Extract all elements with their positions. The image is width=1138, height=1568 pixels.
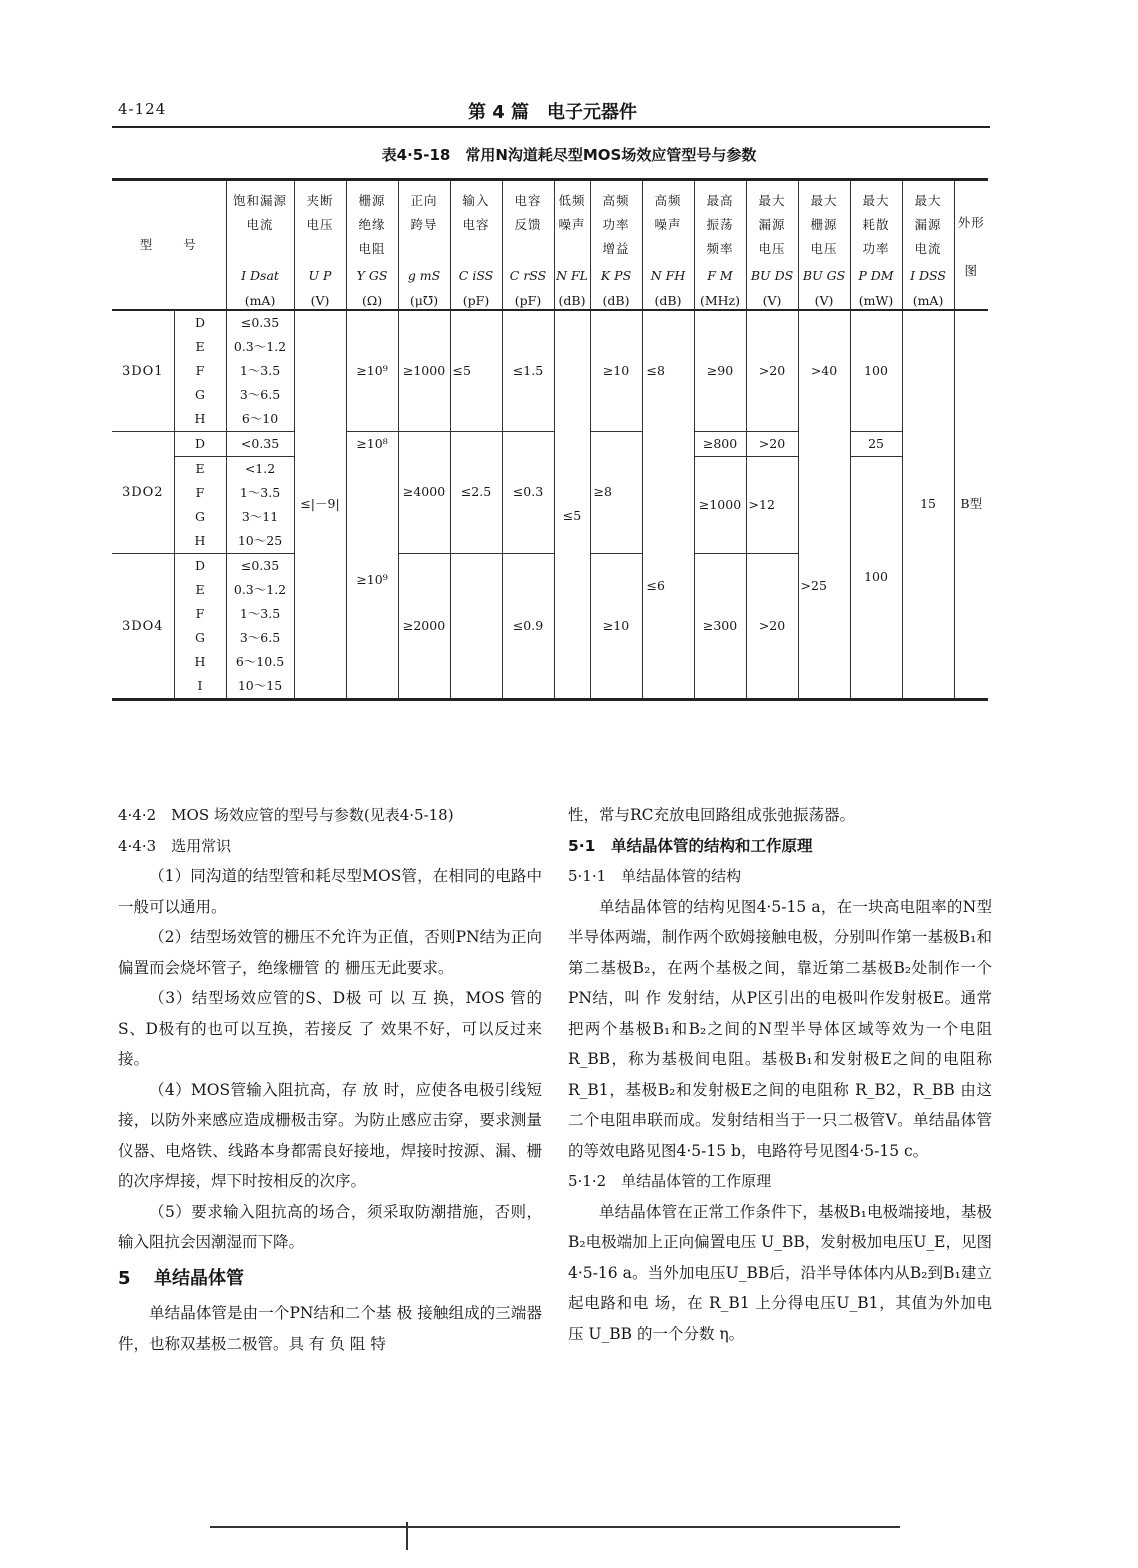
- buds-cell: >20: [746, 554, 798, 700]
- col-header-up: [294, 180, 346, 311]
- col-name: 输入 电容: [462, 193, 490, 232]
- fm-cell: ≥800: [694, 432, 746, 457]
- col-symbol: g mS: [407, 268, 441, 283]
- idsat-cell: ≤0.35: [226, 310, 294, 335]
- col-unit: (V): [762, 292, 782, 308]
- col-unit: (V): [310, 292, 330, 308]
- idsat-cell: 1～3.5: [226, 359, 294, 383]
- fm-cell: ≥300: [694, 554, 746, 700]
- col-header-idss: [902, 180, 954, 311]
- grade-cell: F: [174, 602, 226, 626]
- paragraph: （3）结型场效应管的S、D极 可 以 互 换，MOS 管的S、D极有的也可以互换，若接反 了 效果不好，可以反过来接。: [118, 989, 542, 1068]
- col-symbol: U P: [308, 268, 332, 283]
- col-symbol: Y GS: [356, 268, 388, 283]
- col-header-bugs: [798, 180, 850, 311]
- ygs-cell: ≥10⁹: [346, 554, 398, 700]
- table-caption: 表4·5-18 常用N沟道耗尽型MOS场效应管型号与参数: [381, 146, 757, 164]
- grade-cell: G: [174, 505, 226, 529]
- col-header-nfl: [554, 180, 590, 311]
- col-name: 高频 噪声: [654, 193, 682, 232]
- col-unit: (dB): [654, 292, 682, 308]
- grade-cell: G: [174, 383, 226, 407]
- paragraph: （1）同沟道的结型管和耗尽型MOS管，在相同的电路中一般可以通用。: [118, 867, 542, 916]
- grade-cell: E: [174, 335, 226, 359]
- col-name: 高频 功率 增益: [602, 193, 630, 256]
- col-name: 最大 漏源 电流: [914, 193, 942, 256]
- mos-parameter-table: [112, 178, 988, 701]
- col-header-kps: [590, 180, 642, 311]
- nfl-cell: ≤5: [554, 432, 590, 700]
- kps-cell: ≥10: [590, 554, 642, 700]
- paragraph: 性，常与RC充放电回路组成张弛振荡器。: [568, 806, 856, 824]
- col-name: 正向 跨导: [410, 193, 438, 232]
- section-number: 5: [118, 1267, 131, 1289]
- model-cell: 3DO1: [112, 310, 174, 432]
- grade-cell: F: [174, 359, 226, 383]
- model-cell: 3DO2: [112, 432, 174, 554]
- bugs-cell: >25: [798, 432, 850, 700]
- idsat-cell: 0.3～1.2: [226, 578, 294, 602]
- idsat-cell: <0.35: [226, 432, 294, 457]
- col-symbol: I Dsat: [241, 268, 279, 283]
- idsat-cell: 6～10.5: [226, 650, 294, 674]
- col-name: 夹断 电压: [306, 193, 334, 232]
- crss-cell: ≤0.3: [502, 432, 554, 554]
- col-symbol: P DM: [858, 268, 894, 283]
- buds-cell: >20: [746, 432, 798, 457]
- nfh-cell: ≤8: [642, 310, 694, 432]
- gms-cell: ≥2000: [398, 554, 450, 700]
- col-name: 栅源 绝缘 电阻: [358, 193, 386, 256]
- ygs-cell-empty: [346, 457, 398, 554]
- col-unit: (pF): [462, 292, 490, 308]
- ciss-cell: ≤5: [450, 310, 502, 432]
- col-symbol: C rSS: [509, 268, 547, 283]
- shape-cell: B型: [954, 310, 988, 700]
- crss-cell: ≤0.9: [502, 554, 554, 700]
- col-name: 电容 反馈: [514, 193, 542, 232]
- idsat-cell: 1～3.5: [226, 481, 294, 505]
- idsat-cell: 1～3.5: [226, 602, 294, 626]
- col-symbol: I DSS: [910, 268, 946, 283]
- header-rule: [112, 126, 990, 128]
- col-symbol: BU DS: [750, 268, 794, 283]
- pdm-cell: 25: [850, 432, 902, 457]
- col-unit: (Ω): [361, 292, 383, 308]
- grade-cell: H: [174, 529, 226, 554]
- col-symbol: C iSS: [458, 268, 494, 283]
- col-header-buds: [746, 180, 798, 311]
- col-header-ygs: [346, 180, 398, 311]
- nfh-cell: ≤6: [642, 432, 694, 700]
- idsat-cell: ≤0.35: [226, 554, 294, 579]
- col-header-ciss: [450, 180, 502, 311]
- part-title: 第 4 篇 电子元器件: [468, 102, 638, 123]
- paragraph: 单结晶体管的结构见图4·5-15 a，在一块高电阻率的N型半导体两端，制作两个欧姆接触电极，分别叫作第一基极B₁和第二基极B₂，在两个基极之间，靠近第二基极B₂处制作一个PN结，叫 作 发射结，从P区引出的电极叫作发射极E。通常把两个基极B₁和B₂之间的N型半导体区域等效为一个电阻R_BB，称为基极间电阻。基极B₁和发射极E之间的电阻称R_B1，基极B₂和发射极E之间的电阻称 R_B2，R_BB 由这二个电阻串联而成。发射结相当于一只二极管V。单结晶体管的等效电路见图4·5-15 b，电路符号见图4·5-15 c。: [568, 897, 992, 1160]
- shape-header-text: 外形 图: [957, 215, 985, 278]
- col-header-pdm: [850, 180, 902, 311]
- gms-cell: ≥1000: [398, 310, 450, 432]
- table-row: [112, 432, 988, 457]
- section-heading: 5·1 单结晶体管的结构和工作原理: [568, 836, 813, 855]
- paragraph: （2）结型场效管的栅压不允许为正值，否则PN结为正向偏置而会烧坏管子，绝缘栅管 的 栅压无此要求。: [118, 928, 542, 977]
- subsection-heading: 5·1·2 单结晶体管的工作原理: [568, 1172, 772, 1190]
- col-header-nfh: [642, 180, 694, 311]
- page-number: 4-124: [118, 100, 167, 118]
- pdm-cell: 100: [850, 310, 902, 432]
- pdm-cell: 100: [850, 457, 902, 700]
- idsat-cell: 3～6.5: [226, 383, 294, 407]
- paragraph: （4）MOS管输入阻抗高，存 放 时，应使各电极引线短接，以防外来感应造成栅极击穿。为防止感应击穿，要求测量仪器、电烙铁、线路本身都需良好接地，焊接时按源、漏、栅的次序焊接，焊下时按相反的次序。: [118, 1080, 542, 1190]
- grade-cell: F: [174, 481, 226, 505]
- col-unit: (pF): [514, 292, 542, 308]
- section-heading: [118, 1264, 542, 1295]
- ygs-cell: ≥10⁹: [346, 310, 398, 432]
- col-symbol: N FH: [650, 268, 686, 283]
- grade-cell: G: [174, 626, 226, 650]
- col-header-gms: [398, 180, 450, 311]
- col-name: 最大 漏源 电压: [758, 193, 786, 256]
- buds-cell: >12: [746, 457, 798, 554]
- kps-cell: ≥10: [590, 310, 642, 432]
- grade-cell: E: [174, 457, 226, 482]
- ciss-cell: ≤2.5: [450, 432, 502, 554]
- col-name: 最高 振荡 频率: [706, 193, 734, 256]
- idsat-cell: 10～25: [226, 529, 294, 554]
- paragraph: 单结晶体管在正常工作条件下，基极B₁电极端接地，基极B₂电极端加上正向偏置电压 U_BB，发射极加电压U_E，见图4·5-16 a。当外加电压U_BB后，沿半导体体内从B₂到B₁建立起电路和电 场，在 R_B1 上分得电压U_B1，其值为外加电 压 U_BB 的一个分数 η。: [568, 1202, 992, 1343]
- kps-cell: ≥8: [590, 432, 642, 554]
- col-unit: (MHz): [699, 292, 741, 308]
- col-symbol: F M: [707, 268, 733, 283]
- grade-cell: D: [174, 554, 226, 579]
- ygs-cell: ≥10⁸: [346, 432, 398, 457]
- idss-cell: 15: [902, 310, 954, 700]
- col-unit: (mA): [244, 292, 276, 308]
- col-unit: (dB): [602, 292, 630, 308]
- col-symbol: BU GS: [802, 268, 846, 283]
- nfl-cell-empty: [554, 310, 590, 432]
- model-cell: 3DO4: [112, 554, 174, 700]
- crss-cell: ≤1.5: [502, 310, 554, 432]
- col-unit: (μ℧): [409, 292, 439, 308]
- col-name: 饱和漏源 电流: [233, 193, 288, 232]
- col-unit: (mW): [858, 292, 894, 308]
- model-header-text: 型 号: [139, 236, 198, 252]
- idsat-cell: 6～10: [226, 407, 294, 432]
- fm-cell: ≥90: [694, 310, 746, 432]
- section-title: 单结晶体管: [154, 1267, 244, 1289]
- col-header-fm: [694, 180, 746, 311]
- footer-rule: [210, 1526, 900, 1528]
- subsection-heading: 4·4·3 选用常识: [118, 836, 232, 855]
- idsat-cell: 3～11: [226, 505, 294, 529]
- gms-cell: ≥4000: [398, 432, 450, 554]
- ciss-cell-empty: [450, 554, 502, 700]
- grade-cell: D: [174, 432, 226, 457]
- paragraph: 单结晶体管是由一个PN结和二个基 极 接触组成的三端器件，也称双基极二极管。具 有 负 阻 特: [118, 1304, 542, 1353]
- model-header: [112, 180, 226, 311]
- idsat-cell: 10～15: [226, 674, 294, 700]
- col-header-shape: [954, 180, 988, 311]
- idsat-cell: 0.3～1.2: [226, 335, 294, 359]
- col-symbol: K PS: [600, 268, 632, 283]
- grade-cell: E: [174, 578, 226, 602]
- subsection-heading: 4·4·2 MOS 场效应管的型号与参数(见表4·5-18): [118, 806, 454, 824]
- right-text-column: [568, 800, 992, 1349]
- col-header-crss: [502, 180, 554, 311]
- table-header-row: [112, 180, 988, 311]
- col-name: 最大 栅源 电压: [810, 193, 838, 256]
- col-unit: (V): [814, 292, 834, 308]
- fm-cell: ≥1000: [694, 457, 746, 554]
- grade-cell: H: [174, 407, 226, 432]
- bugs-cell: >40: [798, 310, 850, 432]
- subsection-heading: 5·1·1 单结晶体管的结构: [568, 867, 742, 885]
- grade-cell: I: [174, 674, 226, 700]
- col-unit: (dB): [558, 292, 586, 308]
- col-header-idsat: [226, 180, 294, 311]
- footer-tick: [406, 1522, 408, 1550]
- grade-cell: H: [174, 650, 226, 674]
- grade-cell: D: [174, 310, 226, 335]
- idsat-cell: 3～6.5: [226, 626, 294, 650]
- up-cell: ≤|－9|: [294, 310, 346, 700]
- paragraph: （5）要求输入阻抗高的场合，须采取防潮措施，否则，输入阻抗会因潮湿而下降。: [118, 1202, 542, 1251]
- col-symbol: N FL: [556, 268, 588, 283]
- idsat-cell: <1.2: [226, 457, 294, 482]
- left-text-column: [118, 800, 542, 1359]
- table-row: [112, 310, 988, 335]
- col-name: 低频 噪声: [558, 193, 586, 232]
- buds-cell: >20: [746, 310, 798, 432]
- col-name: 最大 耗散 功率: [862, 193, 890, 256]
- col-unit: (mA): [912, 292, 944, 308]
